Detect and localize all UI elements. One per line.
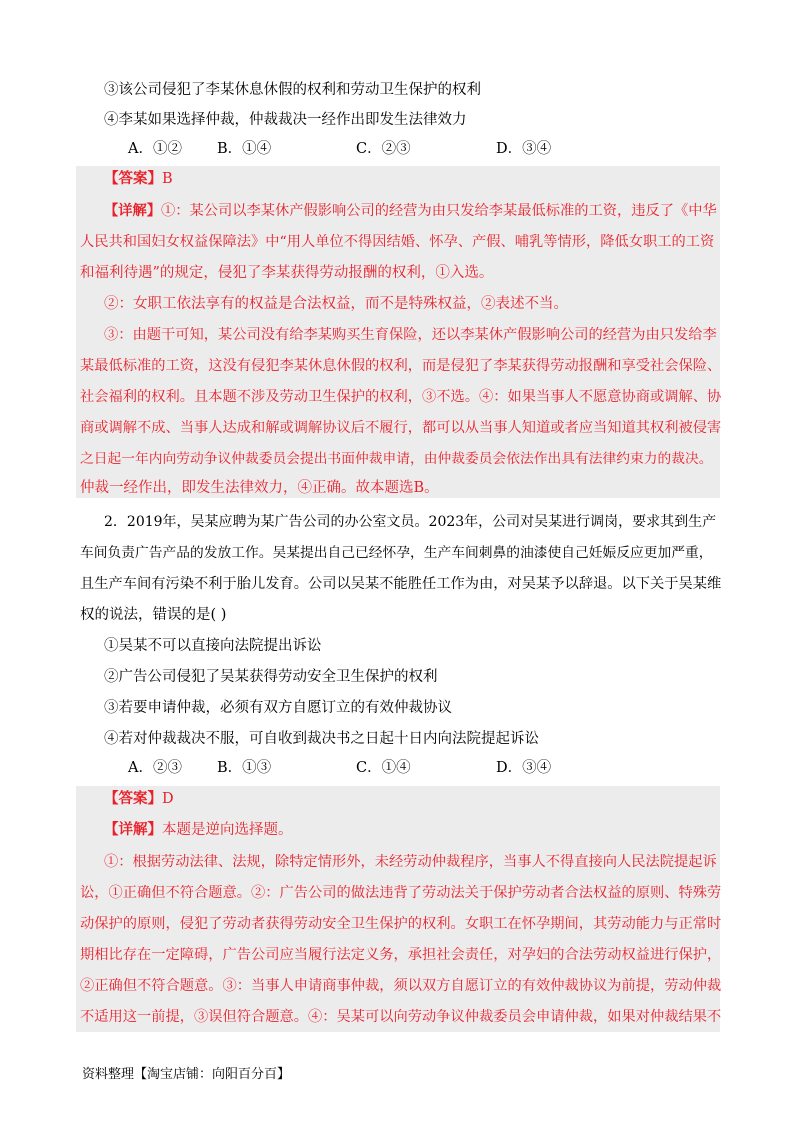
q2-stem-line-1: 2．2019年，吴某应聘为某广告公司的办公室文员。2023年，公司对吴某进行调岗，要求其到生产 (104, 514, 717, 530)
detail-1-line-2: 人民共和国妇女权益保障法》中“用人单位不得因结婚、怀孕、产假、哺乳等情形，降低女职工的工资 (80, 234, 715, 250)
detail-2-line-4: 期相比存在一定障碍，广告公司应当履行法定义务，承担社会责任，对孕妇的合法劳动权益进行保护， (80, 947, 722, 963)
q2-stem-line-3: 且生产车间有污染不利于胎儿发育。公司以吴某不能胜任工作为由，对吴某予以辞退。以下关于吴某维 (80, 576, 722, 592)
detail-2-tag: 【详解】 (104, 821, 162, 838)
q2-choice-b: B．①③ (217, 760, 272, 776)
q2-choice-c: C．①④ (356, 760, 411, 776)
q2-choice-d: D．③④ (496, 760, 552, 776)
detail-2-line-5: ②正确但不符合题意。③：当事人申请商事仲裁，须以双方自愿订立的有效仲裁协议为前提，劳动仲裁 (80, 978, 722, 994)
q1-option-3: ③该公司侵犯了李某休息休假的权利和劳动卫生保护的权利 (104, 82, 481, 98)
detail-1-line-7: 社会福利的权利。且本题不涉及劳动卫生保护的权利，③不选。④：如果当事人不愿意协商或调解、协 (80, 389, 722, 405)
q1-choices (128, 139, 688, 159)
detail-1-line-8: 商或调解不成、当事人达成和解或调解协议后不履行，都可以从当事人知道或者应当知道其权利被侵害 (80, 420, 722, 436)
answer-1-line (104, 169, 173, 189)
detail-1-line-3: 和福利待遇”的规定，侵犯了李某获得劳动报酬的权利，①入选。 (80, 265, 494, 281)
q1-choice-c: C．②③ (356, 141, 411, 157)
detail-2-first: 本题是逆向选择题。 (162, 822, 293, 838)
answer-1-tag: 【答案】 (104, 170, 162, 187)
detail-1-line-1 (104, 201, 717, 221)
detail-2-line-0 (104, 820, 293, 840)
detail-1-line-9: 之日起一年内向劳动争议仲裁委员会提出书面仲裁申请，由仲裁委员会依法作出具有法律约束力的裁决。 (80, 451, 713, 467)
q1-option-4: ④李某如果选择仲裁，仲裁裁决一经作出即发生法律效力 (104, 112, 467, 128)
q1-choice-a: A．①② (128, 141, 182, 157)
page-footer: 资料整理【淘宝店铺：向阳百分百】 (82, 1067, 291, 1082)
answer-2-line (104, 789, 174, 809)
q2-stem-line-4: 权的说法，错误的是( ) (80, 607, 227, 623)
q2-option-4: ④若对仲裁裁决不服，可自收到裁决书之日起十日内向法院提起诉讼 (104, 731, 539, 747)
detail-1-line-5: ③：由题干可知，某公司没有给李某购买生育保险，还以李某休产假影响公司的经营为由只发给李 (104, 327, 717, 343)
q2-option-3: ③若要申请仲裁，必须有双方自愿订立的有效仲裁协议 (104, 700, 452, 716)
q1-choice-d: D．③④ (496, 141, 552, 157)
answer-1-value: B (162, 171, 173, 187)
detail-1-line-4: ②：女职工依法享有的权益是合法权益，而不是特殊权益，②表述不当。 (104, 296, 568, 312)
q2-option-2: ②广告公司侵犯了吴某获得劳动安全卫生保护的权利 (104, 669, 438, 685)
detail-1-text-1: ①：某公司以李某休产假影响公司的经营为由只发给李某最低标准的工资，违反了《中华 (161, 203, 717, 219)
q2-choice-a: A．②③ (128, 760, 182, 776)
detail-2-line-3: 动保护的原则，侵犯了劳动者获得劳动安全卫生保护的权利。女职工在怀孕期间，其劳动能力与正常时 (80, 916, 722, 932)
q2-stem-line-2: 车间负责广告产品的发放工作。吴某提出自己已经怀孕，生产车间刺鼻的油漆使自己妊娠反应更加严重， (80, 545, 713, 561)
detail-2-line-1: ①：根据劳动法律、法规，除特定情形外，未经劳动仲裁程序，当事人不得直接向人民法院提起诉 (104, 854, 717, 870)
detail-1-tag: 【详解】 (104, 203, 162, 219)
answer-2-value: D (162, 791, 174, 807)
answer-2-tag: 【答案】 (104, 790, 162, 807)
detail-2-line-6: 不适用这一前提，③误但符合题意。④：吴某可以向劳动争议仲裁委员会申请仲裁，如果对仲裁结果不 (80, 1009, 722, 1025)
detail-2-line-2: 讼，①正确但不符合题意。②：广告公司的做法违背了劳动法关于保护劳动者合法权益的原则、特殊劳 (80, 885, 722, 901)
q2-choices (128, 758, 688, 778)
detail-1-line-10: 仲裁一经作出，即发生法律效力，④正确。故本题选B。 (80, 480, 439, 496)
q1-choice-b: B．①④ (217, 141, 272, 157)
q2-option-1: ①吴某不可以直接向法院提出诉讼 (104, 638, 322, 654)
detail-1-line-6: 某最低标准的工资，这没有侵犯李某休息休假的权利，而是侵犯了李某获得劳动报酬和享受社会保险、 (80, 358, 722, 374)
